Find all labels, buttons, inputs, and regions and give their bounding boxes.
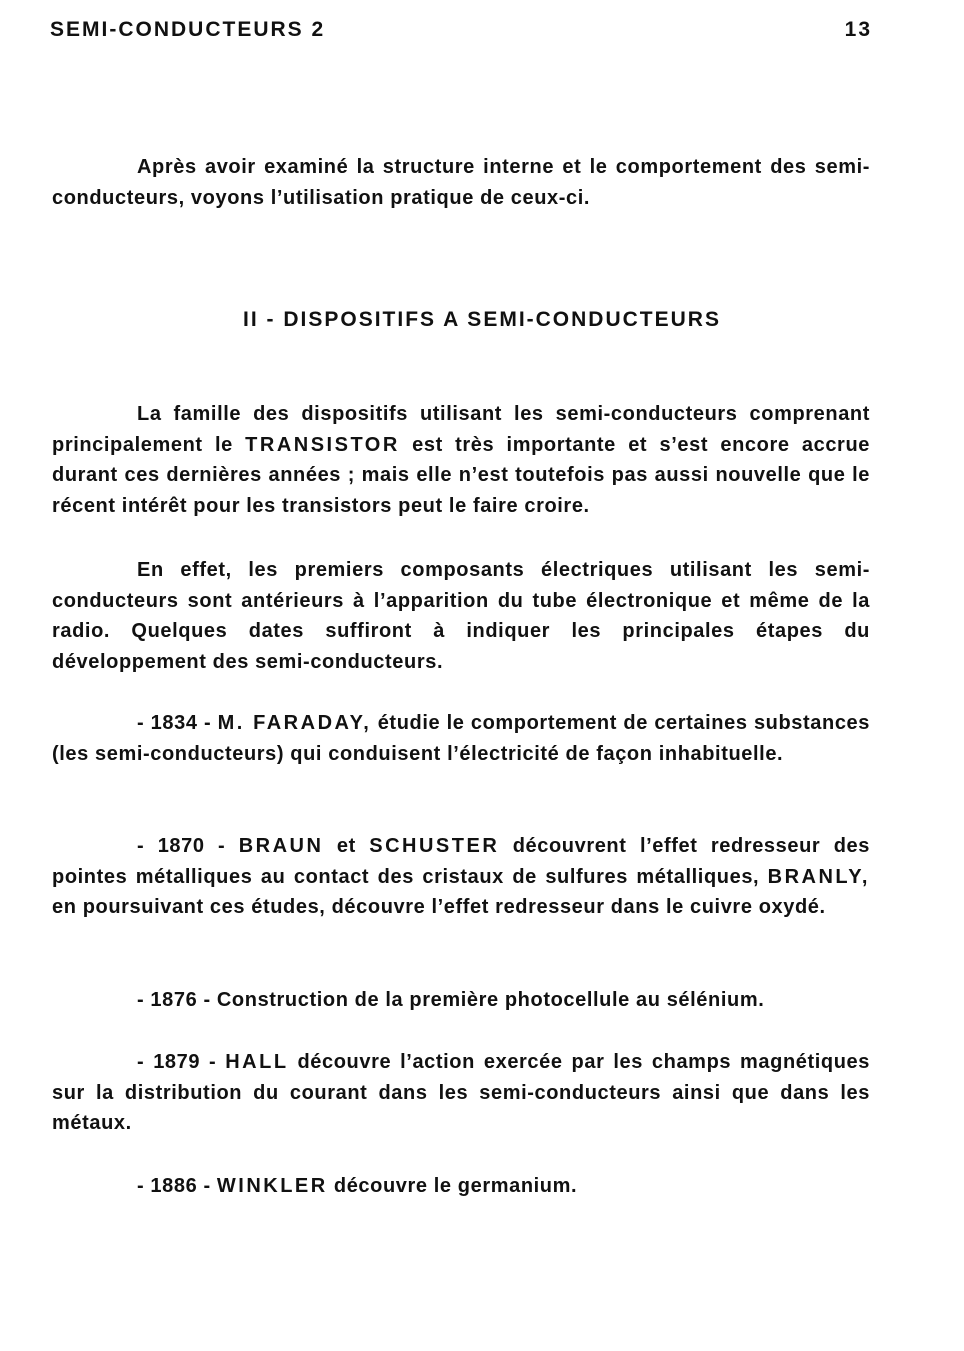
entry-1870-text-1: découvrent l’effet redresseur des pointes métalliques au contact des cristaux de sulfures métalliques, [52,835,870,888]
timeline-entry-1886 [52,1171,870,1202]
paragraph-family-text-1: La famille des dispositifs utilisant les semi-conducteurs comprenant principalement le [52,403,870,456]
entry-1886-text: découvre le germanium. [327,1175,578,1197]
timeline-entry-1834 [52,708,870,769]
timeline-entry-1870 [52,831,870,923]
date-1879: - 1879 - [137,1051,226,1073]
page-number: 13 [844,18,872,41]
name-branly: BRANLY, [767,865,870,888]
paragraph-history [52,555,870,677]
entry-1870-connector: et [323,835,370,857]
running-header [50,18,872,42]
date-1870: - 1870 - [137,835,239,857]
paragraph-family [52,399,870,521]
paragraph-history-text: En effet, les premiers composants électriques utilisant les semi-conducteurs sont antérieurs à l’apparition du tube électronique et même de la radio. Quelques dates suffiront à indiquer les principales étapes du développement des semi-conducteurs. [52,559,870,673]
date-1834: - 1834 - [137,712,218,734]
name-faraday: M. FARADAY, [217,712,372,734]
section-heading: II - DISPOSITIFS A SEMI-CONDUCTEURS [243,308,721,331]
name-schuster: SCHUSTER [369,835,500,857]
transistor-term: TRANSISTOR [245,433,400,456]
timeline-entry-1879 [52,1047,870,1139]
intro-text: Après avoir examiné la structure interne et le comportement des semi-conducteurs, voyons l’utilisation pratique de ceux-ci. [52,156,870,209]
timeline-entry-1876 [52,985,870,1016]
name-hall: HALL [225,1051,289,1073]
date-1886: - 1886 - [137,1175,217,1197]
entry-1876-text: Construction de la première photocellule au sélénium. [216,989,765,1011]
entry-1870-text-2: en poursuivant ces études, découvre l’effet redresseur dans le cuivre oxydé. [52,896,826,918]
name-braun: BRAUN [238,835,324,857]
header-title: SEMI-CONDUCTEURS 2 [50,18,326,41]
entry-1834-text: étudie le comportement de certaines substances (les semi-conducteurs) qui conduisent l’électricité de façon inhabituelle. [52,712,870,765]
paragraph-family-text-2: est très importante et s’est encore accrue durant ces dernières années ; mais elle n’est toutefois pas aussi nouvelle que le récent intérêt pour les transistors peut le faire croire. [52,433,870,517]
date-1876: - 1876 - [137,989,217,1011]
name-winkler: WINKLER [216,1175,328,1197]
entry-1879-text: découvre l’action exercée par les champs magnétiques sur la distribution du courant dans les semi-conducteurs ainsi que dans les métaux. [52,1051,870,1134]
intro-paragraph [52,152,870,213]
